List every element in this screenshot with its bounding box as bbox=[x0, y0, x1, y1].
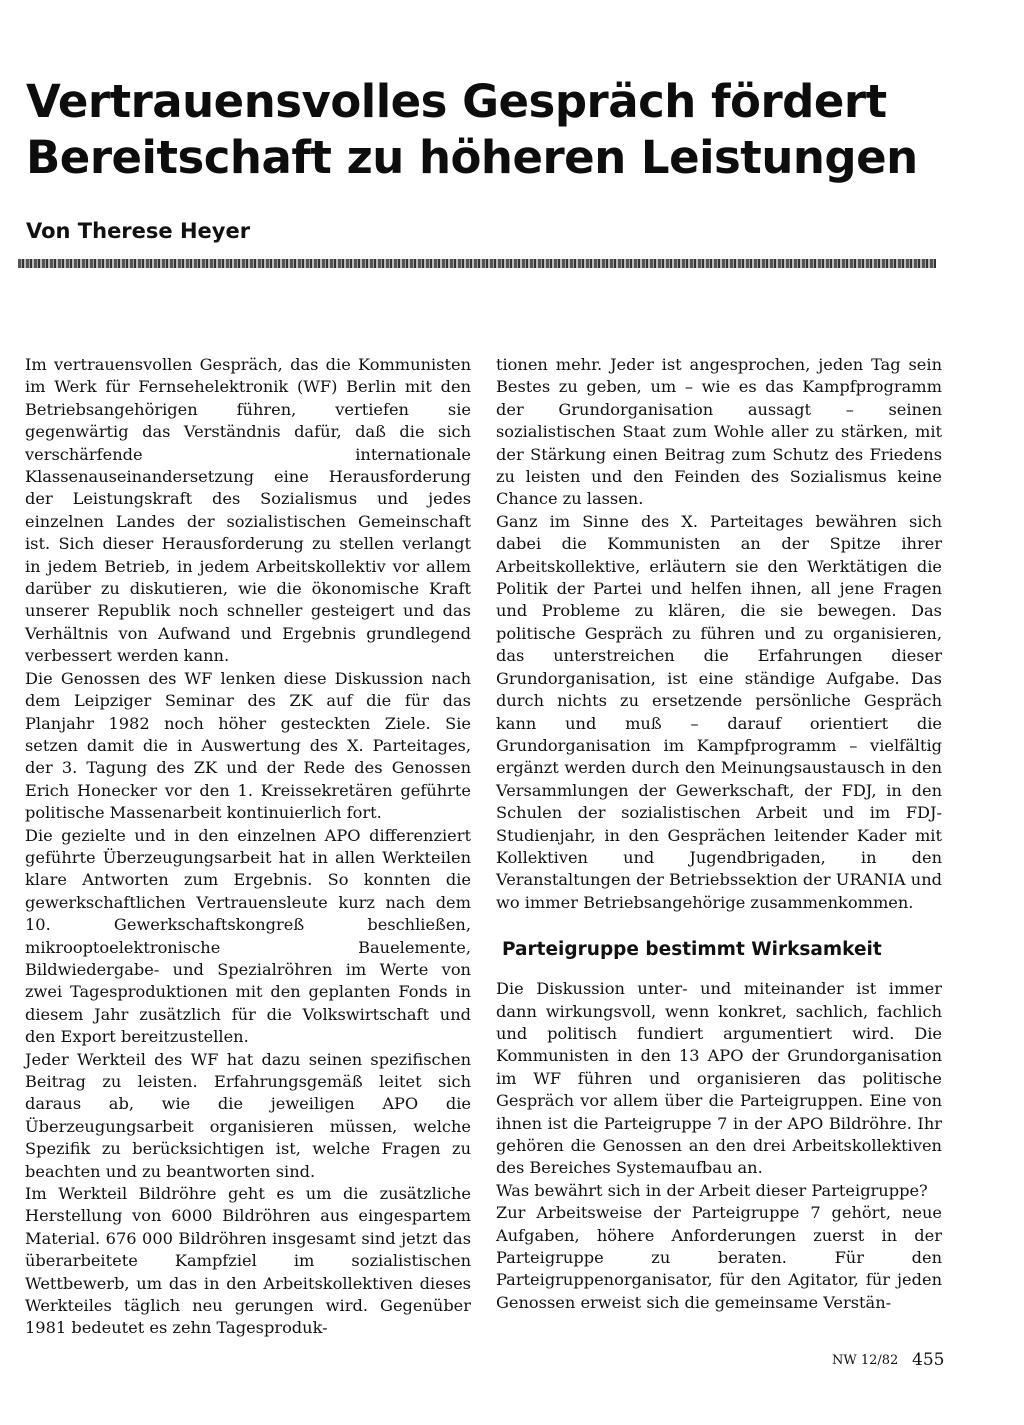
decorative-divider bbox=[18, 259, 936, 268]
journal-issue: NW 12/82 bbox=[832, 1353, 899, 1368]
paragraph: Im Werkteil Bildröhre geht es um die zusätzliche Herstellung von 6000 Bildröhren aus eingespartem Material. 676 000 Bildröhren insgesamt sind jetzt das überarbeitete Kampfziel im sozialistischen Wettbewerb, um das in den Arbeitskollektiven dieses Werkteiles täglich neu gerungen wird. Gegenüber 1981 bedeutet es zehn Tagesproduk- bbox=[25, 1184, 471, 1338]
paragraph: Ganz im Sinne des X. Parteitages bewähren sich dabei die Kommunisten an der Spitze ihrer Arbeitskollektive, erläutern sie den Werktätigen die Politik der Partei und helfen ihnen, all jene Fragen und Probleme zu klären, die sie bewegen. Das politische Gespräch zu führen und zu organisieren, das unterstreichen die Erfahrungen dieser Grundorganisation, ist eine ständige Aufgabe. Das durch nichts zu ersetzende persönliche Gespräch kann und muß – darauf orientiert die Grundorganisation im Kampfprogramm – vielfältig ergänzt werden durch den Meinungsaustausch in den Versammlungen der Gewerkschaft, der FDJ, in den Schulen der sozialistischen Arbeit und im FDJ-Studienjahr, in den Gesprächen leitender Kader mit Kollektiven und Jugendbrigaden, in den Veranstaltungen der Betriebssektion der URANIA und wo immer Betriebsangehörige zusammenkommen. bbox=[496, 511, 942, 912]
paragraph: Die gezielte und in den einzelnen APO differenziert geführte Überzeugungsarbeit hat in allen Werkteilen klare Antworten zum Ergebnis. So konnten die gewerkschaftlichen Vertrauensleute kurz nach dem 10. Gewerkschaftskongreß beschließen, mikrooptoelektronische Bauelemente, Bildwiedergabe- und Spezialröhren im Werte von zwei Tagesproduktionen mit den geplanten Fonds in diesem Jahr zusätzlich für die Volkswirtschaft und den Export bereitzustellen. bbox=[25, 825, 471, 1047]
paragraph: Zur Arbeitsweise der Parteigruppe 7 gehört, neue Aufgaben, höhere Anforderungen zuerst in der Parteigruppe zu beraten. Für den Parteigruppenorganisator, für den Agitator, für jeden Genossen erweist sich die gemeinsame Verstän- bbox=[496, 1203, 942, 1312]
paragraph: Was bewährt sich in der Arbeit dieser Parteigruppe? bbox=[496, 1180, 928, 1200]
page-number: 455 bbox=[912, 1350, 945, 1370]
article-byline: Von Therese Heyer bbox=[26, 219, 251, 243]
paragraph: tionen mehr. Jeder ist angesprochen, jeden Tag sein Bestes zu geben, um – wie es das Kampfprogramm der Grundorganisation aussagt – seinen sozialistischen Staat zum Wohle aller zu stärken, mit der Stärkung einen Beitrag zum Schutz des Friedens zu leisten und den Feinden des Sozialismus keine Chance zu lassen. bbox=[496, 355, 942, 509]
paragraph: Im vertrauensvollen Gespräch, das die Kommunisten im Werk für Fernsehelektronik (WF) Berlin mit den Betriebsangehörigen führen, vertiefen sie gegenwärtig das Verständnis dafür, daß die sich verschärfende internationale Klassenauseinandersetzung eine Herausforderung der Leistungskraft des Sozialismus und jedes einzelnen Landes der sozialistischen Gemeinschaft ist. Sich dieser Herausforderung zu stellen verlangt in jedem Betrieb, in jedem Arbeitskollektiv vor allem darüber zu diskutieren, wie die ökonomische Kraft unserer Republik noch schneller gesteigert und das Verhältnis von Aufwand und Ergebnis grundlegend verbessert werden kann. bbox=[25, 355, 471, 666]
paragraph: Die Diskussion unter- und miteinander ist immer dann wirkungsvoll, wenn konkret, sachlich, fachlich und politisch fundiert argumentiert wird. Die Kommunisten in den 13 APO der Grundorganisation im WF führen und organisieren das politische Gespräch vor allem über die Parteigruppen. Eine von ihnen ist die Parteigruppe 7 in der APO Bildröhre. Ihr gehören die Genossen an den drei Arbeitskollektiven des Bereiches Systemaufbau an. bbox=[496, 979, 942, 1178]
article-title: Vertrauensvolles Gespräch fördert Bereitschaft zu höheren Leistungen bbox=[26, 75, 918, 184]
section-subheading: Parteigruppe bestimmt Wirksamkeit bbox=[502, 939, 882, 961]
paragraph: Die Genossen des WF lenken diese Diskussion nach dem Leipziger Seminar des ZK auf die für das Planjahr 1982 noch höher gesteckten Ziele. Sie setzen damit die in Auswertung des X. Parteitages, der 3. Tagung des ZK und der Rede des Genossen Erich Honecker vor den 1. Kreissekretären geführte politische Massenarbeit kontinuierlich fort. bbox=[25, 668, 471, 823]
right-column bbox=[496, 354, 942, 1314]
paragraph: Jeder Werkteil des WF hat dazu seinen spezifischen Beitrag zu leisten. Erfahrungsgemäß leitet sich daraus ab, wie die jeweiligen APO die Überzeugungsarbeit organisieren müssen, welche Spezifik zu berücksichtigen ist, welche Fragen zu beachten und zu beantworten sind. bbox=[25, 1049, 471, 1181]
left-column bbox=[25, 354, 471, 1340]
